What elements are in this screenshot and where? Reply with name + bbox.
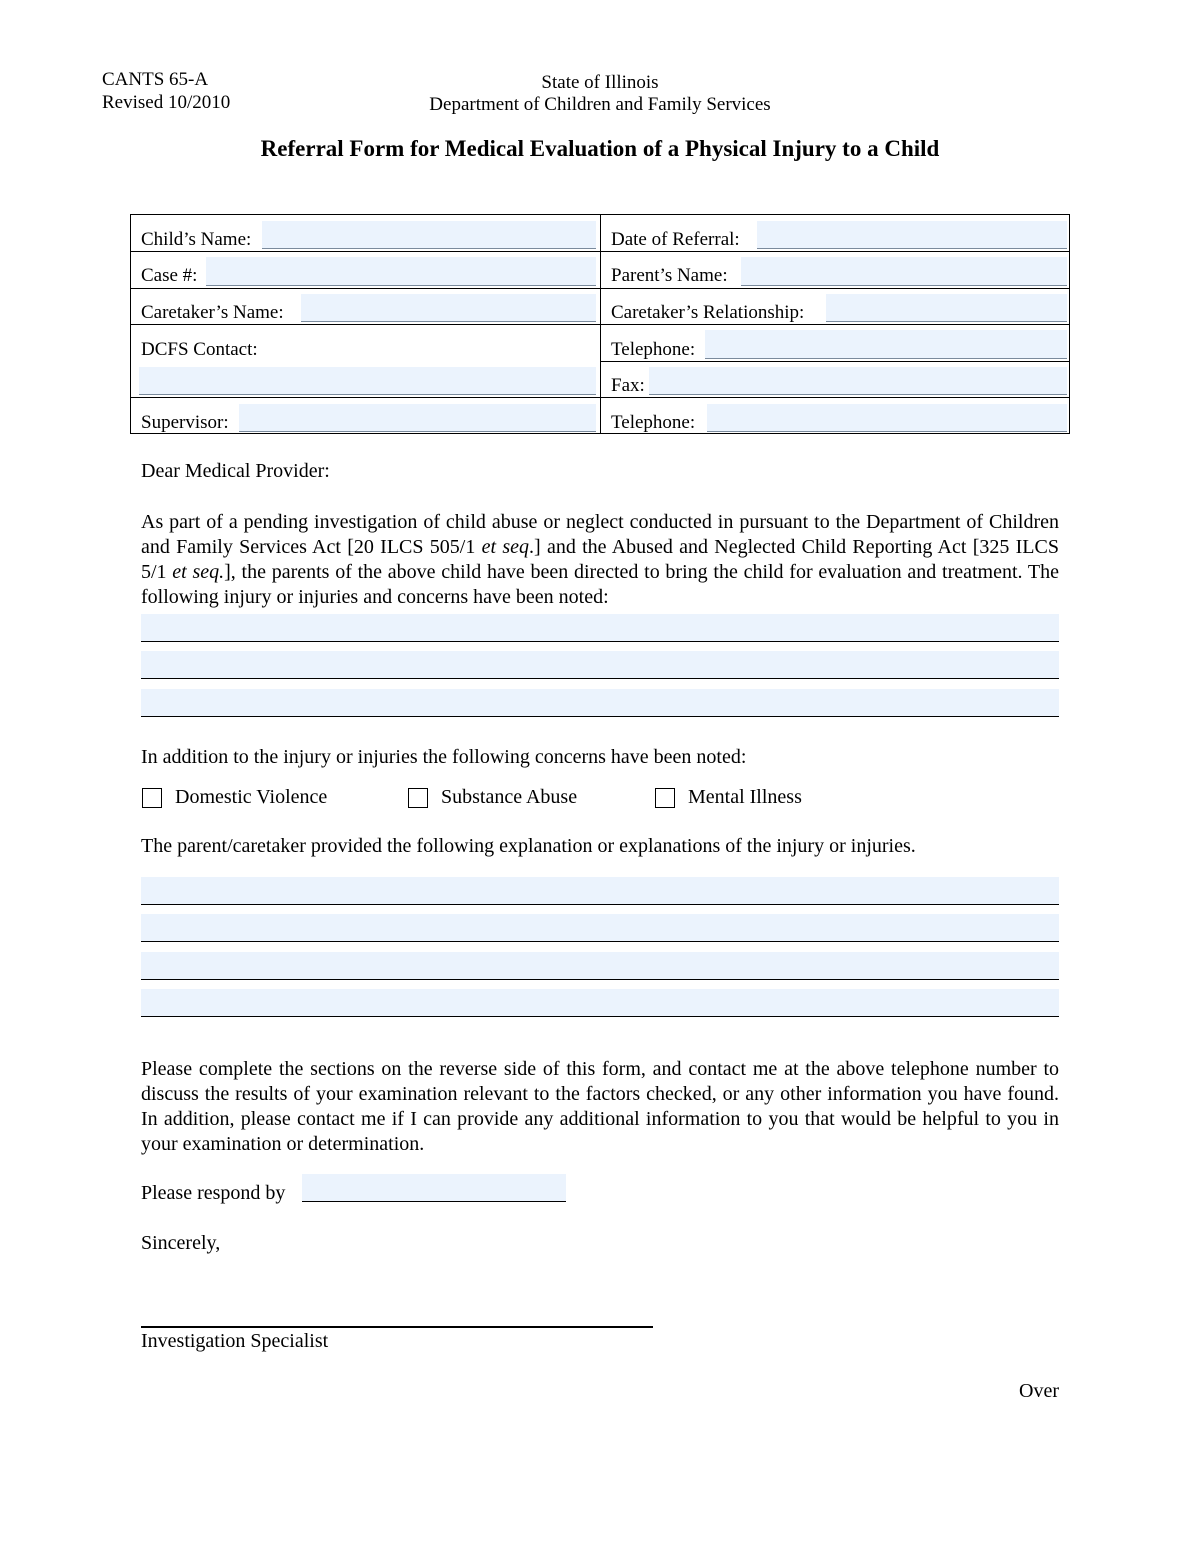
table-row-divider [131,324,1069,325]
respond-by-label: Please respond by [141,1182,286,1204]
form-code: CANTS 65-A [102,69,209,90]
supervisor-telephone-label: Telephone: [611,412,696,433]
over-note: Over [1019,1380,1059,1402]
department-name: Department of Children and Family Services [429,94,771,115]
supervisor-telephone-field[interactable] [707,404,1067,432]
signature-title: Investigation Specialist [141,1330,329,1352]
supervisor-label: Supervisor: [141,412,229,433]
substance-abuse-label: Substance Abuse [441,786,578,808]
respond-by-field[interactable] [302,1174,566,1202]
intro-text: As part of a pending investigation of child abuse or neglect conducted in pursuant to the Department of Children and Family Services Act [20 ILCS 505/1 [141,511,1059,558]
table-row-divider [131,397,1069,398]
parents-name-field[interactable] [741,257,1067,286]
fax-field[interactable] [649,367,1067,395]
explanation-line-3[interactable] [141,952,1059,980]
intro-text: ], the parents of the above child have been directed to bring the child for evaluation and treatment. The following injury or injuries and concerns have been noted: [141,561,1060,608]
explanation-line-4[interactable] [141,989,1059,1017]
caretakers-name-label: Caretaker’s Name: [141,302,284,323]
caretakers-name-field[interactable] [301,294,596,322]
closing: Sincerely, [141,1232,221,1254]
dcfs-telephone-field[interactable] [705,330,1067,359]
dcfs-telephone-label: Telephone: [611,339,696,360]
intro-citation: et seq. [172,561,225,583]
salutation: Dear Medical Provider: [141,460,330,482]
revision-date: Revised 10/2010 [102,92,231,113]
case-number-field[interactable] [206,257,596,286]
date-of-referral-field[interactable] [757,221,1067,249]
agency-header [0,72,1200,116]
intro-paragraph [141,510,1059,610]
explanation-line-2[interactable] [141,914,1059,942]
intro-citation: et seq [481,536,530,558]
childs-name-field[interactable] [262,221,596,249]
closing-paragraph: Please complete the sections on the reverse side of this form, and contact me at the above telephone number to discuss the results of your examination relevant to the factors checked, or any other information you have found. In addition, please contact me if I can provide any additional information to you that would be helpful to you in your examination or determination. [141,1058,1059,1155]
mental-illness-checkbox[interactable] [655,788,675,808]
case-number-label: Case #: [141,265,198,286]
caretakers-relationship-label: Caretaker’s Relationship: [611,302,805,323]
table-row-divider [601,361,1069,362]
domestic-violence-label: Domestic Violence [175,786,328,808]
fax-label: Fax: [611,375,645,396]
explanation-line-1[interactable] [141,877,1059,905]
dcfs-contact-label: DCFS Contact: [141,339,258,360]
signature-line[interactable] [141,1326,653,1328]
table-row-divider [131,251,1069,252]
date-of-referral-label: Date of Referral: [611,229,740,250]
injury-line-2[interactable] [141,651,1059,679]
concern-mental-illness [655,786,802,809]
supervisor-field[interactable] [239,404,596,432]
concern-substance-abuse [408,786,577,809]
state-name: State of Illinois [541,72,659,93]
dcfs-contact-field[interactable] [139,367,596,395]
concern-domestic-violence [142,786,327,809]
mental-illness-label: Mental Illness [688,786,802,808]
referral-info-table [130,214,1070,434]
injury-line-3[interactable] [141,689,1059,717]
intro-text: .] and the Abused and Neglected Child Reporting Act [325 ILCS 5/1 [141,536,1059,583]
childs-name-label: Child’s Name: [141,229,252,250]
page-title: Referral Form for Medical Evaluation of a Physical Injury to a Child [260,136,940,161]
parents-name-label: Parent’s Name: [611,265,728,286]
injury-line-1[interactable] [141,614,1059,642]
concerns-intro: In addition to the injury or injuries the following concerns have been noted: [141,746,747,768]
explanation-intro: The parent/caretaker provided the following explanation or explanations of the injury or injuries. [141,835,916,857]
domestic-violence-checkbox[interactable] [142,788,162,808]
caretakers-relationship-field[interactable] [826,294,1067,322]
substance-abuse-checkbox[interactable] [408,788,428,808]
table-row-divider [131,288,1069,289]
